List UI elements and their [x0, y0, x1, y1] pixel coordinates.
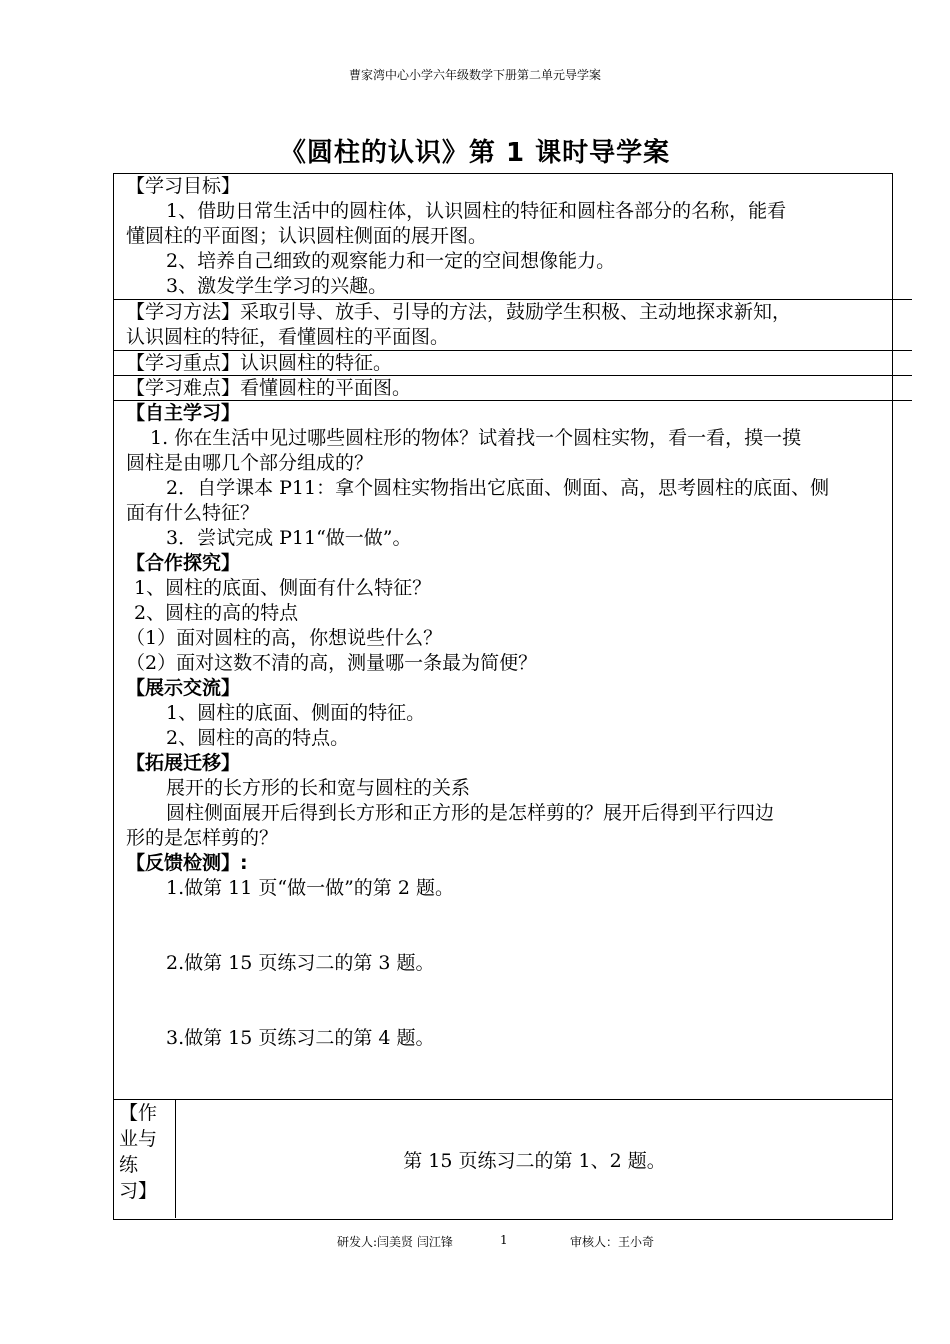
cooperate-q2-1: （1）面对圆柱的高，你想说些什么？ — [126, 627, 443, 649]
method-label: 【学习方法】 — [126, 301, 241, 323]
homework-label-line: 【作 — [119, 1102, 158, 1124]
lesson-table — [113, 173, 893, 1220]
focus-label: 【学习重点】 — [126, 352, 241, 374]
self-study-q2a: 2．自学课本 P11：拿个圆柱实物指出它底面、侧面、高，思考圆柱的底面、侧 — [166, 477, 830, 499]
cooperate-q1: 1、圆柱的底面、侧面有什么特征？ — [134, 577, 432, 599]
goals-label: 【学习目标】 — [126, 175, 241, 197]
cooperate-q2: 2、圆柱的高的特点 — [134, 602, 299, 624]
extend-label: 【拓展迁移】 — [126, 752, 241, 774]
homework-label — [114, 1100, 176, 1218]
extend-e1: 展开的长方形的长和宽与圆柱的关系 — [166, 777, 471, 799]
self-study-q2b: 面有什么特征？ — [126, 502, 260, 524]
homework-label-line: 业与 — [119, 1128, 158, 1150]
self-study-label: 【自主学习】 — [126, 402, 241, 424]
extend-e2a: 圆柱侧面展开后得到长方形和正方形的是怎样剪的？展开后得到平行四边 — [166, 802, 775, 824]
focus-section — [114, 351, 912, 376]
feedback-t2: 2.做第 15 页练习二的第 3 题。 — [166, 952, 435, 974]
present-p2: 2、圆柱的高的特点。 — [166, 727, 350, 749]
cooperate-q2-2: （2）面对这数不清的高，测量哪一条最为简便？ — [126, 652, 538, 674]
focus-text: 认识圆柱的特征。 — [240, 352, 393, 374]
homework-text-value: 第 15 页练习二的第 1、2 题。 — [403, 1149, 666, 1172]
goal-item-2: 2、培养自己细致的观察能力和一定的空间想像能力。 — [166, 250, 616, 272]
cooperate-label: 【合作探究】 — [126, 552, 241, 574]
homework-label-line: 习】 — [119, 1180, 158, 1202]
footer-reviewer: 审核人：王小奇 — [570, 1235, 655, 1249]
difficulty-label: 【学习难点】 — [126, 377, 241, 399]
self-study-q1a: 1. 你在生活中见过哪些圆柱形的物体？试着找一个圆柱实物，看一看，摸一摸 — [150, 427, 802, 449]
main-body — [114, 401, 892, 1051]
page-header: 曹家湾中心小学六年级数学下册第二单元导学案 — [348, 68, 601, 82]
homework-text — [177, 1100, 892, 1218]
feedback-t1: 1.做第 11 页“做一做”的第 2 题。 — [166, 877, 454, 899]
self-study-q3: 3．尝试完成 P11“做一做”。 — [166, 527, 412, 549]
page-number: 1 — [500, 1233, 508, 1247]
present-label: 【展示交流】 — [126, 677, 241, 699]
difficulty-section — [114, 376, 912, 401]
method-section — [114, 300, 912, 351]
footer-authors: 研发人:闫美贤 闫江锋 — [337, 1235, 453, 1249]
present-p1: 1、圆柱的底面、侧面的特征。 — [166, 702, 426, 724]
self-study-q1b: 圆柱是由哪几个部分组成的？ — [126, 452, 374, 474]
difficulty-text: 看懂圆柱的平面图。 — [240, 377, 412, 399]
extend-e2b: 形的是怎样剪的？ — [126, 827, 279, 849]
goal-item-1b: 懂圆柱的平面图；认识圆柱侧面的展开图。 — [126, 225, 488, 247]
page-title: 《圆柱的认识》第 1 课时导学案 — [279, 138, 671, 168]
goals-section — [114, 174, 912, 300]
method-text-a: 采取引导、放手、引导的方法，鼓励学生积极、主动地探求新知， — [240, 301, 792, 323]
goal-item-1a: 1、借助日常生活中的圆柱体，认识圆柱的特征和圆柱各部分的名称，能看 — [166, 200, 787, 222]
goal-item-3: 3、激发学生学习的兴趣。 — [166, 275, 388, 297]
feedback-label: 【反馈检测】: — [126, 852, 248, 874]
homework-label-line: 练 — [119, 1154, 139, 1176]
feedback-t3: 3.做第 15 页练习二的第 4 题。 — [166, 1027, 435, 1049]
method-text-b: 认识圆柱的特征，看懂圆柱的平面图。 — [126, 326, 450, 348]
